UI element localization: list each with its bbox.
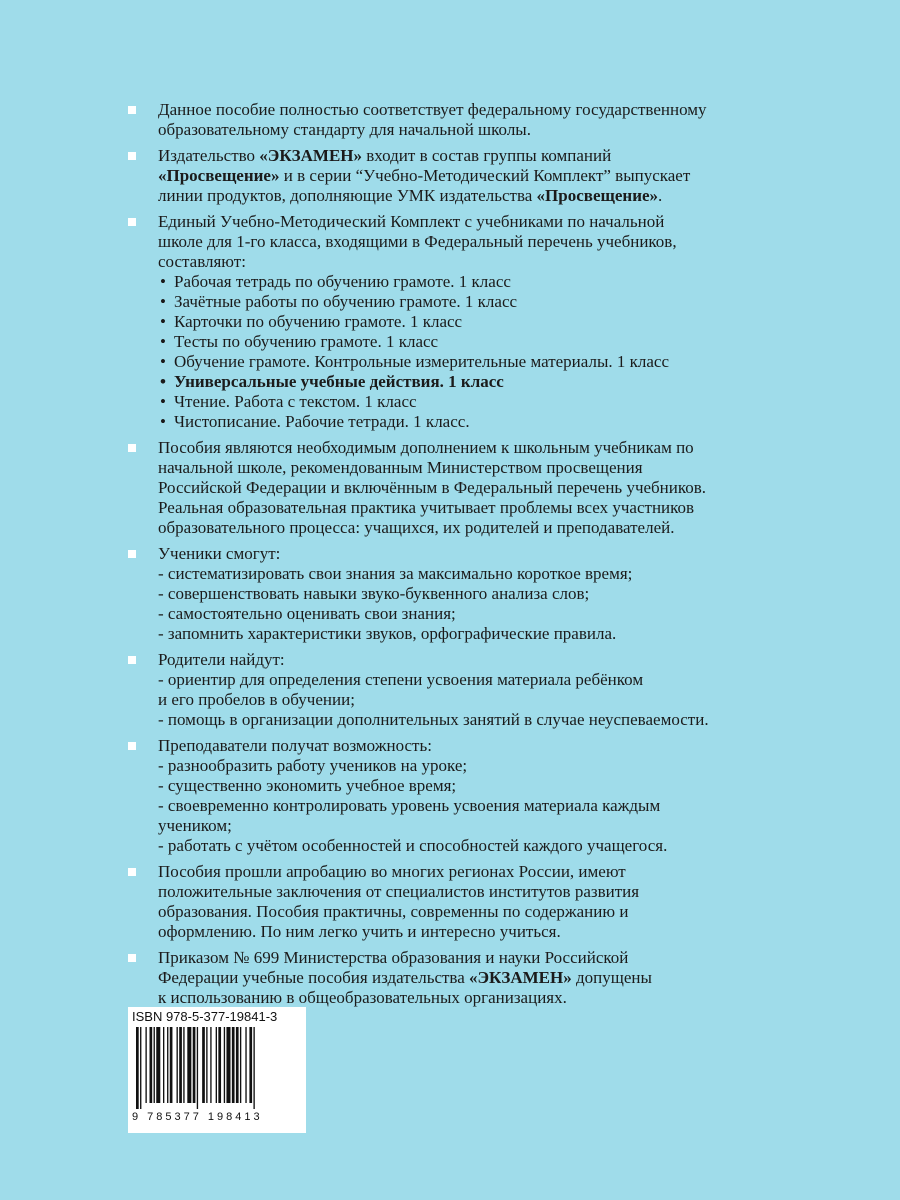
barcode-bar (210, 1027, 211, 1103)
barcode-bar (170, 1027, 173, 1103)
barcode-bar (167, 1027, 168, 1103)
barcode-bar (206, 1027, 207, 1103)
list-item: • Зачётные работы по обучению грамоте. 1 класс (160, 292, 518, 311)
barcode-bar (249, 1027, 252, 1103)
paragraph-parents: Родители найдут: - ориентир для определения степени усвоения материала ребёнком и его пробелов в обучении; - помощь в организации дополнительных занятий в случае неуспеваемости. (128, 650, 848, 730)
square-bullet-icon (128, 106, 136, 114)
isbn-barcode-block (128, 1007, 306, 1133)
barcode-bar (177, 1027, 178, 1103)
barcode-bar (224, 1027, 225, 1103)
bullet-dot-icon: • (160, 332, 166, 351)
barcode-bar (145, 1027, 146, 1103)
barcode-bar (236, 1027, 239, 1103)
list-item: • Карточки по обучению грамоте. 1 класс (160, 312, 463, 331)
paragraph-publisher: Издательство «ЭКЗАМЕН» входит в состав группы компаний «Просвещение» и в серии “Учебно-Методический Комплект” выпускает линии продуктов, дополняющие УМК издательства «Просвещение». (128, 146, 848, 206)
barcode-bar (156, 1027, 160, 1103)
barcode-bar (150, 1027, 153, 1103)
barcode-bar (140, 1027, 141, 1109)
publisher-name: «ЭКЗАМЕН» (469, 968, 572, 987)
paragraph-teachers: Преподаватели получат возможность: - разнообразить работу учеников на уроке; - существенно экономить учебное время; - своевременно контролировать уровень усвоения материала каждым учеником; - работать с учётом особенностей и способностей каждого учащегося. (128, 736, 848, 856)
list-item: • Обучение грамоте. Контрольные измерительные материалы. 1 класс (160, 352, 669, 371)
barcode-bar (232, 1027, 235, 1103)
bullet-dot-icon: • (160, 412, 166, 431)
bullet-dot-icon: • (160, 352, 166, 371)
square-bullet-icon (128, 550, 136, 558)
publisher-name: «ЭКЗАМЕН» (259, 146, 363, 165)
product-list (158, 272, 848, 432)
barcode-bar (193, 1027, 196, 1103)
square-bullet-icon (128, 868, 136, 876)
square-bullet-icon (128, 656, 136, 664)
paragraph-umk: Единый Учебно-Методический Комплект с учебниками по начальной школе для 1-го класса, входящими в Федеральный перечень учебников, составляют: • Рабочая тетрадь по обучению грамоте. 1 класс • Зачётные работы по обучению грамоте. 1 класс • Карточки по обучению грамоте. 1 класс • Тесты по обучению грамоте. 1 класс • Обучение грамоте. Контрольные измерительные материалы. 1 класс • Универсальные учебные действия. 1 класс • Чтение. Работа с текстом. 1 класс • Чистописание. Рабочие тетради. 1 класс. (128, 212, 848, 432)
barcode-bar (136, 1027, 139, 1109)
barcode-icon (136, 1027, 298, 1109)
barcode-bar (240, 1027, 241, 1103)
barcode-bar (163, 1027, 164, 1103)
list-item-highlighted: • Универсальные учебные действия. 1 класс (160, 372, 504, 391)
square-bullet-icon (128, 218, 136, 226)
paragraph-supplement: Пособия являются необходимым дополнением к школьным учебникам по начальной школе, рекомендованным Министерством просвещения Российской Федерации и включённым в Федеральный перечень учебников. Реальная образовательная практика учитывает проблемы всех участников образовательного процесса: учащихся, их родителей и преподавателей. (128, 438, 848, 538)
square-bullet-icon (128, 954, 136, 962)
barcode-bar (179, 1027, 182, 1103)
bullet-dot-icon: • (160, 292, 166, 311)
barcode-bar (202, 1027, 205, 1103)
barcode-bar (154, 1027, 155, 1103)
barcode-bar (187, 1027, 191, 1103)
paragraph-standard: Данное пособие полностью соответствует федеральному государственному образовательному стандарту для начальной школы. (128, 100, 848, 140)
barcode-bar (245, 1027, 246, 1103)
paragraph-approbation: Пособия прошли апробацию во многих регионах России, имеют положительные заключения от специалистов институтов развития образования. Пособия практичны, современны по содержанию и оформлению. По ним легко учить и интересно учиться. (128, 862, 848, 942)
bullet-dot-icon: • (160, 272, 166, 291)
barcode-bar (218, 1027, 221, 1103)
square-bullet-icon (128, 152, 136, 160)
barcode-bar (253, 1027, 254, 1109)
barcode-digits: 9 785377 198413 (132, 1111, 263, 1123)
square-bullet-icon (128, 742, 136, 750)
barcode-bar (216, 1027, 217, 1103)
isbn-number: ISBN 978-5-377-19841-3 (132, 1009, 278, 1024)
list-item: • Тесты по обучению грамоте. 1 класс (160, 332, 439, 351)
paragraph-order: Приказом № 699 Министерства образования и науки Российской Федерации учебные пособия издательства «ЭКЗАМЕН» допущены к использованию в общеобразовательных организациях. (128, 948, 848, 1008)
square-bullet-icon (128, 444, 136, 452)
barcode-bar (226, 1027, 230, 1103)
list-item: • Рабочая тетрадь по обучению грамоте. 1 класс (160, 272, 511, 291)
bullet-dot-icon: • (160, 372, 166, 391)
paragraph-students: Ученики смогут: - систематизировать свои знания за максимально короткое время; - совершенствовать навыки звуко-буквенного анализа слов; - самостоятельно оценивать свои знания; - запомнить характеристики звуков, орфографические правила. (128, 544, 848, 644)
list-item: • Чистописание. Рабочие тетради. 1 класс. (160, 412, 470, 431)
barcode-bar (197, 1027, 198, 1109)
cover-text (128, 100, 848, 1014)
bullet-dot-icon: • (160, 392, 166, 411)
bullet-dot-icon: • (160, 312, 166, 331)
barcode-bar (183, 1027, 184, 1103)
list-item: • Чтение. Работа с текстом. 1 класс (160, 392, 417, 411)
